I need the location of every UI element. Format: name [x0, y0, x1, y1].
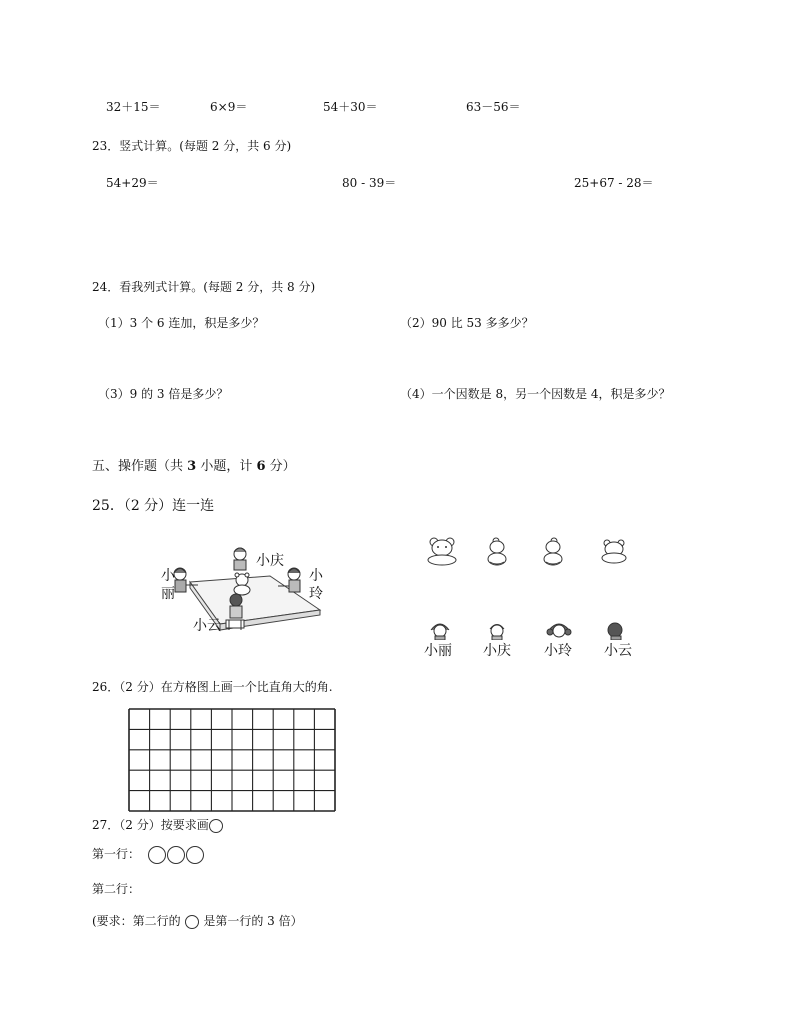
scene-label-xiaoyun: 小云 [193, 618, 221, 634]
q27-title: 27．（2 分）按要求画 [92, 818, 209, 832]
q23-item-3: 25+67 - 28＝ [574, 176, 654, 190]
section-5-points: 6 [256, 459, 266, 474]
scene-label-xiaoli: 小 丽 [161, 568, 175, 602]
circle-icon [209, 819, 223, 833]
section-5-suffix: 分） [265, 459, 296, 474]
section-5-count: 3 [187, 459, 197, 474]
q24-title: 24．看我列式计算。(每题 2 分，共 8 分) [92, 280, 316, 294]
q27-row1-label: 第一行： [92, 847, 141, 861]
section-5-prefix: 五、操作题（共 [92, 459, 188, 474]
q25-title: 25．（2 分）连一连 [92, 498, 215, 514]
bear-view-front-icon[interactable] [424, 536, 460, 570]
q22-item-2: 6×9＝ [210, 100, 248, 114]
q22-item-4: 63－56＝ [466, 100, 521, 114]
q24-item-2: （2）90 比 53 多多少？ [400, 316, 534, 330]
q23-title: 23．竖式计算。(每题 2 分，共 6 分) [92, 139, 292, 153]
circle-icon [167, 846, 185, 864]
q22-item-1: 32＋15＝ [106, 100, 161, 114]
q23-item-2: 80 - 39＝ [342, 176, 397, 190]
q26-title: 26．（2 分）在方格图上画一个比直角大的角. [92, 680, 333, 694]
bear-view-side-right-icon[interactable] [542, 536, 564, 570]
portrait-name-4: 小云 [604, 643, 632, 659]
q27-row2-label[interactable]: 第二行： [92, 882, 141, 896]
section-5-middle: 小题，计 [196, 459, 257, 474]
q27-title-row [92, 816, 224, 833]
section-5-heading [92, 455, 296, 474]
row1-circles [148, 847, 205, 861]
q23-item-1: 54+29＝ [106, 176, 159, 190]
q24-item-3: （3）9 的 3 倍是多少？ [98, 387, 229, 401]
q22-item-3: 54＋30＝ [323, 100, 378, 114]
q27-req-prefix: (要求：第二行的 [92, 914, 185, 928]
bear-view-side-left-icon[interactable] [486, 536, 508, 570]
q27-row1 [92, 845, 205, 864]
circle-icon [186, 846, 204, 864]
q24-item-4: （4）一个因数是 8，另一个因数是 4，积是多少？ [400, 387, 671, 401]
scene-label-xiaoling: 小 玲 [309, 568, 323, 602]
bear-view-back-icon[interactable] [600, 538, 628, 568]
portrait-name-1: 小丽 [424, 643, 452, 659]
q27-requirement [92, 912, 303, 929]
portrait-name-3: 小玲 [544, 643, 572, 659]
circle-icon [185, 915, 199, 929]
square-grid[interactable] [128, 708, 336, 812]
circle-icon [148, 846, 166, 864]
portrait-name-2: 小庆 [483, 643, 511, 659]
q27-req-suffix: 是第一行的 3 倍） [199, 914, 303, 928]
q24-item-1: （1）3 个 6 连加，积是多少？ [98, 316, 265, 330]
scene-label-xiaoqing: 小庆 [256, 553, 284, 569]
